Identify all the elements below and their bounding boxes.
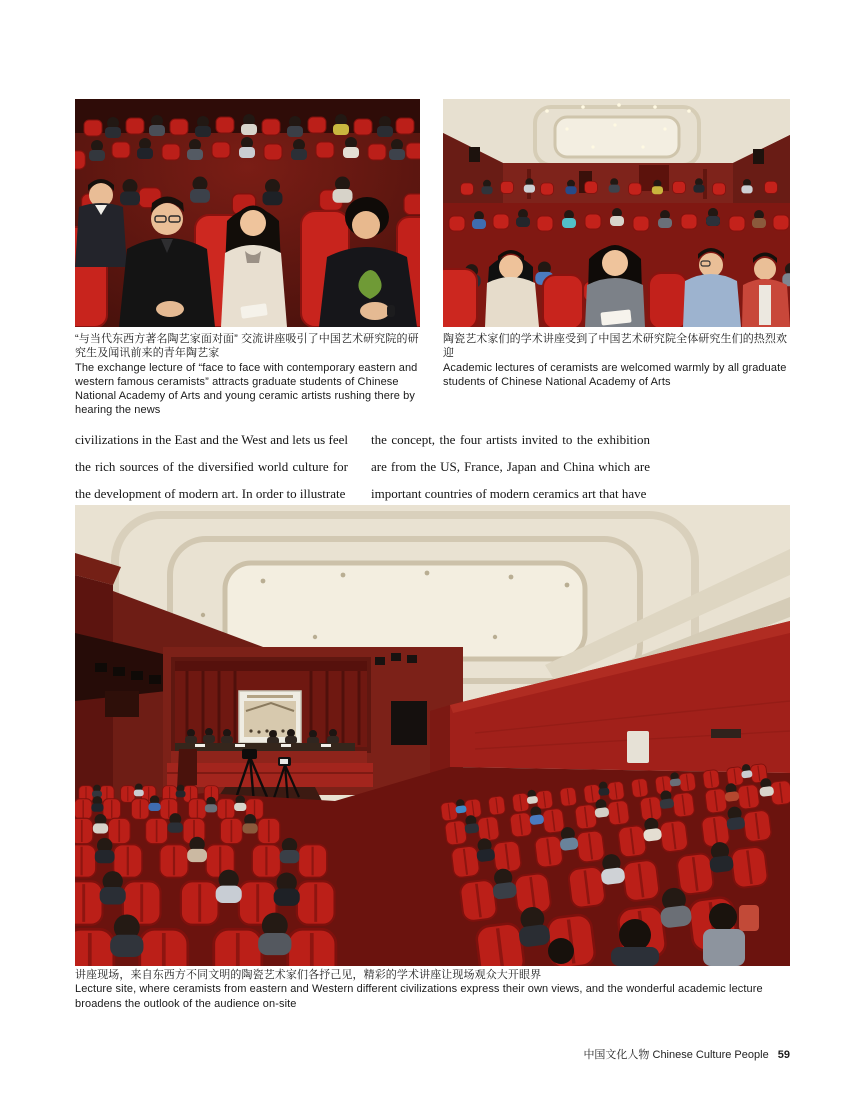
auditorium-wide-illustration: [443, 99, 790, 327]
caption-top-left-english: The exchange lecture of “face to face with contemporary eastern and western famous ceramists” attracts graduate students of Chinese National Academy of Arts and young ceramic artists rushing there by hearing the news: [75, 361, 418, 417]
audience-closeup-illustration: [75, 99, 420, 327]
wall-vent: [711, 729, 741, 738]
wall-panel: [627, 731, 649, 763]
caption-bottom-chinese: 讲座现场，来自东西方不同文明的陶瓷艺术家们各抒己见，精彩的学术讲座让现场观众大开眼界: [75, 969, 542, 981]
woman-cream-coat: [221, 206, 287, 328]
caption-bottom-english: Lecture site, where ceramists from eastern and Western different civilizations express their own views, and the wonderful academic lecture broadens the outlook of the audience on-site: [75, 983, 763, 1010]
podium: [177, 749, 197, 789]
wall-display: [391, 701, 427, 745]
caption-top-right-chinese: 陶瓷艺术家们的学术讲座受到了中国艺术研究院全体研究生们的热烈欢迎: [443, 333, 788, 360]
caption-top-right-english: Academic lectures of ceramists are welcomed warmly by all graduate students of Chinese National Academy of Arts: [443, 361, 787, 388]
photo-audience-closeup: [75, 99, 420, 327]
caption-bottom-photo: [75, 968, 791, 1011]
photo-auditorium-wide: [443, 99, 790, 327]
caption-top-right-photo: [443, 332, 795, 389]
page-footer: [583, 1046, 790, 1062]
page-number: 59: [777, 1049, 790, 1061]
caption-top-left-chinese: “与当代东西方著名陶艺家面对面” 交流讲座吸引了中国艺术研究院的研究生及闻讯前来的青年陶艺家: [75, 333, 419, 360]
lecture-hall-illustration: [75, 505, 790, 966]
caption-top-left-photo: [75, 332, 427, 418]
magazine-name-chinese: 中国文化人物: [583, 1049, 650, 1061]
stage: [163, 647, 463, 795]
photo-lecture-hall-panorama: [75, 505, 790, 966]
article-column-1: civilizations in the East and the West and lets us feel the rich sources of the diversified world culture for the development of modern art. In order to illustrate: [75, 432, 348, 501]
article-column-2: the concept, the four artists invited to the exhibition are from the US, France, Japan and China which are important countries of modern ceramics art that have: [371, 432, 650, 501]
magazine-name-english: Chinese Culture People: [652, 1049, 769, 1061]
